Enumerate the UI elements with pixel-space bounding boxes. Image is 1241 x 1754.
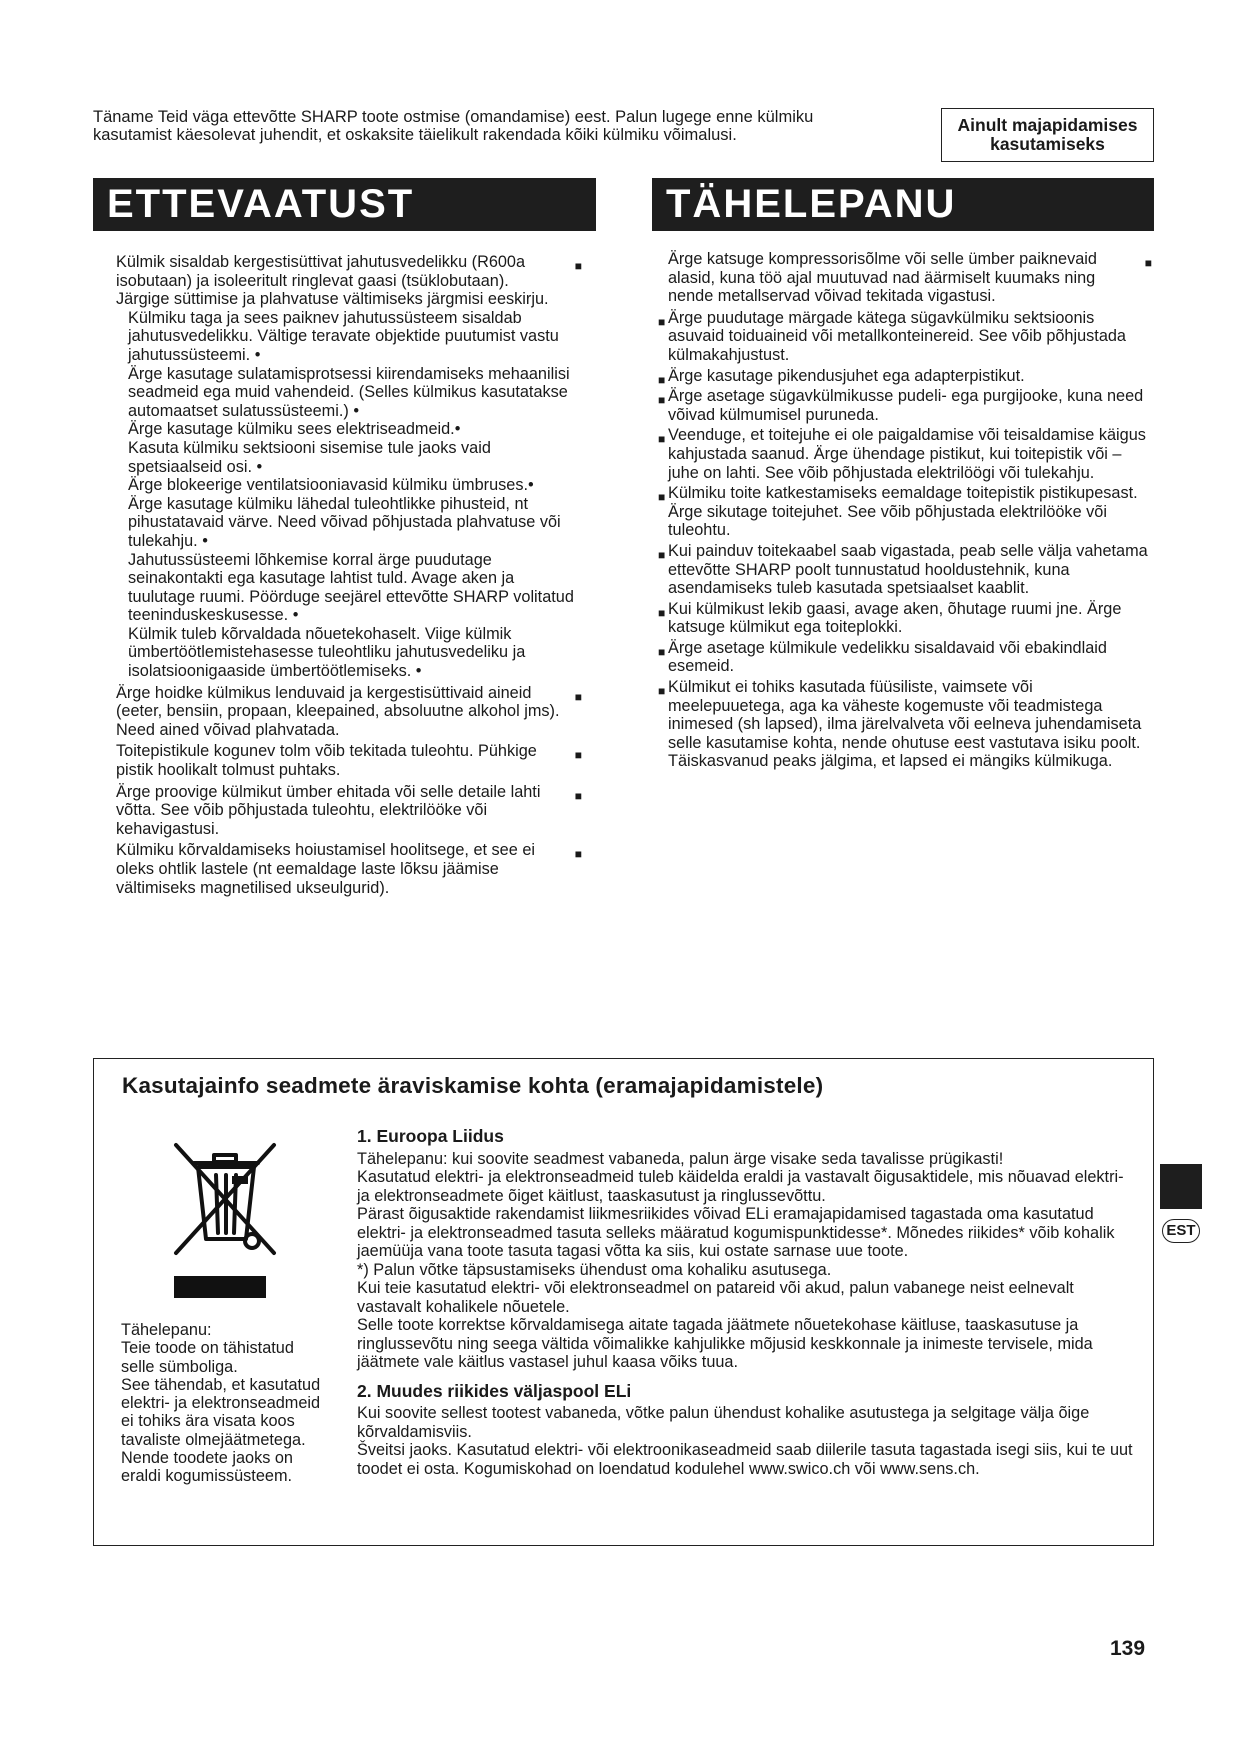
- marking-bar: [174, 1276, 266, 1298]
- warning-item: Külmik sisaldab kergestisüttivat jahutusvedelikku (R600a isobutaan) ja isoleeritult ringlevat gaasi (tsüklobutaan). Järgige süttimise ja plahvatuse vältimiseks järgmisi eeskirju. ■: [116, 253, 582, 309]
- household-use-box: Ainult majapidamises kasutamiseks: [941, 108, 1154, 162]
- caution-item: ■ Külmikut ei tohiks kasutada füüsiliste, vaimsete või meelepuuetega, aga ka väheste kogemuste või teadmistega inimesed (sh lapsed), ilma järelvalveta või eelneva juhendamiseta selle kasutamise kohta, nende ohutuse eest vastutava isiku poolt. Täiskasvanud peaks jälgima, et lapsed ei mängiks külmikuga.: [658, 678, 1142, 771]
- page-number: 139: [1110, 1637, 1146, 1660]
- disposal-info-box: [93, 1058, 1154, 1546]
- caution-item: ■ Ärge asetage külmikule vedelikku sisaldavaid või ebakindlaid esemeid.: [658, 638, 1107, 676]
- warning-item: Külmiku kõrvaldamiseks hoiustamisel hoolitsege, et see ei oleks ohtlik lastele (nt eemaldage laste lõksu jäämise vältimiseks magnetilised ukseulgurid). ■: [116, 841, 582, 897]
- warning-item: Külmik tuleb kõrvaldada nõuetekohaselt. Viige külmik ümbertöötlemistehasesse tuleohtliku jahutusvedeliku ja isolatsioonigaaside ümbertöötlemiseks. •: [128, 624, 526, 681]
- caution-item: ■ Külmiku toite katkestamiseks eemaldage toitepistik pistikupesast. Ärge sikutage toitejuhet. See võib põhjustada elektrilööke või tuleohtu.: [658, 484, 1138, 540]
- warning-item: Ärge hoidke külmikus lenduvaid ja kergestisüttivaid aineid (eeter, bensiin, propaan, kleepained, absoluutne alkohol jms). Need ained võivad plahvatada. ■: [116, 683, 582, 739]
- disposal-title: Kasutajainfo seadmete äraviskamise kohta (eramajapidamistele): [122, 1073, 824, 1098]
- non-eu-paragraph: Šveitsi jaoks. Kasutatud elektri- või elektroonikaseadmeid saab diilerile tasuta tagastada isegi siis, kui te uut toodet ei osta. Kogumiskohad on loendatud kodulehel www.swico.ch või www.sens.ch.: [357, 1441, 1133, 1478]
- caution-item: ■ Veenduge, et toitejuhe ei ole paigaldamise või teisaldamise käigus kahjustada saanud. Ärge ühendage pistikut, kui toitepistik või –juhe on lahti. See võib põhjustada elektrilöögi või tulekahju.: [658, 426, 1146, 482]
- caution-item: ■ Kui painduv toitekaabel saab vigastada, peab selle välja vahetama ettevõtte SHARP poolt tunnustatud hooldustehnik, kuna asendamiseks tuleb kasutada spetsiaalset kaablit.: [658, 541, 1148, 598]
- intro-text: Täname Teid väga ettevõtte SHARP toote ostmise (omandamise) eest. Palun lugege enne külmiku kasutamist käesolevat juhendit, et oskaksite täielikult rakendada kõiki külmiku võimalusi.: [93, 108, 814, 144]
- disposal-details: [357, 1127, 1137, 1478]
- caution-item: ■ Ärge puudutage märgade kätega sügavkülmiku sektsioonis asuvaid toiduaineid või metallkonteinereid. See võib põhjustada külmakahjustust.: [658, 308, 1126, 364]
- language-tab-marker: [1160, 1164, 1202, 1209]
- warning-item: Ärge blokeerige ventilatsiooniavasid külmiku ümbruses.•: [128, 476, 534, 495]
- crossed-out-bin-icon: [154, 1129, 294, 1269]
- eu-paragraph: Pärast õigusaktide rakendamist liikmesriikides võivad ELi eramajapidamised tagastada oma kasutatud elektri- ja elektronseadmed tasuta selleks määratud kogumispunktidesse*. Mõnedes riikides* võib kohalik jaemüüja vana toote tasuta tagasi võtta ka siis, kui ostate sarnase uue toote.: [357, 1205, 1115, 1260]
- caution-item: ■ Kui külmikust lekib gaasi, avage aken, õhutage ruumi jne. Ärge katsuge külmikut ega toiteplokki.: [658, 599, 1122, 637]
- warning-item: Ärge kasutage külmiku sees elektriseadmeid.•: [128, 420, 461, 439]
- warning-item: Ärge kasutage sulatamisprotsessi kiirendamiseks mehaanilisi seadmeid ega muid vahendeid. (Selles külmikus kasutatakse automaatset sulatussüsteemi.) •: [128, 364, 570, 420]
- disposal-note: Tähelepanu: Teie toode on tähistatud selle sümboliga. See tähendab, et kasutatud elektri- ja elektronseadmeid ei tohiks ära visata koos tavaliste olmejäätmetega. Nende toodete jaoks on eraldi kogumissüsteem.: [121, 1321, 321, 1486]
- caution-column: [658, 250, 1152, 773]
- eu-paragraph: Tähelepanu: kui soovite seadmest vabaneda, palun ärge visake seda tavalisse prügikasti!: [357, 1149, 1004, 1168]
- warning-item: Ärge proovige külmikut ümber ehitada või selle detaile lahti võtta. See võib põhjustada tuleohtu, elektrilööke või kehavigastusi. ■: [116, 782, 582, 838]
- warning-item: Külmiku taga ja sees paiknev jahutussüsteem sisaldab jahutusvedelikku. Vältige teravate objektide puutumist vastu jahutussüsteemi. •: [128, 308, 559, 364]
- warning-item: Jahutussüsteemi lõhkemise korral ärge puudutage seinakontakti ega kasutage lahtist tuld. Avage aken ja tuulutage ruumi. Pöörduge seejärel ettevõtte SHARP volitatud teeninduskeskusesse. •: [128, 550, 574, 625]
- section-eu-title: 1. Euroopa Liidus: [357, 1126, 504, 1146]
- warning-item: Ärge kasutage külmiku lähedal tuleohtlikke pihusteid, nt pihustatavaid värve. Need võivad põhjustada plahvatuse või tulekahju. •: [128, 494, 561, 550]
- caution-banner: TÄHELEPANU: [652, 178, 1154, 231]
- warning-item: Kasuta külmiku sektsiooni sisemise tule jaoks vaid spetsiaalseid osi. •: [128, 438, 491, 476]
- warning-banner: ETTEVAATUST: [93, 178, 596, 231]
- caution-item: ■ Ärge kasutage pikendusjuhet ega adapterpistikut.: [658, 366, 1025, 387]
- eu-paragraph: Kasutatud elektri- ja elektronseadmeid tuleb käidelda eraldi ja vastavalt õigusaktidele, mis nõuavad elektri- ja elektronseadmete õiget käitlust, taaskasutust ja ringlussevõttu.: [357, 1168, 1124, 1205]
- section-non-eu-title: 2. Muudes riikides väljaspool ELi: [357, 1380, 632, 1401]
- eu-paragraph: Selle toote korrektse kõrvaldamisega aitate tagada jäätmete nõuetekohase käitluse, taaskasutuse ja ringlussevõtu ning seega vältida võimalikke kahjulikke mõjusid keskkonnale ja inimeste tervisele, mida jäätmete vale käitlus vastasel juhul kaasa võiks tuua.: [357, 1316, 1093, 1371]
- caution-item: Ärge katsuge kompressorisõlme või selle ümber paiknevaid alasid, kuna töö ajal muutuvad nad äärmiselt kuumaks ning nende metallservad võivad tekitada vigastusi. ■: [668, 250, 1152, 306]
- warning-item: Toitepistikule kogunev tolm võib tekitada tuleohtu. Pühkige pistik hoolikalt tolmust puhtaks. ■: [116, 742, 582, 780]
- caution-item: ■ Ärge asetage sügavkülmikusse pudeli- ega purgijooke, kuna need võivad külmumisel puruneda.: [658, 387, 1144, 424]
- language-badge: EST: [1162, 1219, 1200, 1243]
- non-eu-paragraph: Kui soovite sellest tootest vabaneda, võtke palun ühendust kohalike asutustega ja selgitage välja õige kõrvaldamisviis.: [357, 1404, 1090, 1441]
- warning-column: [116, 250, 584, 897]
- eu-paragraph: *) Palun võtke täpsustamiseks ühendust oma kohaliku asutusega.: [357, 1260, 832, 1279]
- eu-paragraph: Kui teie kasutatud elektri- või elektronseadmel on patareid või akud, palun vabanege neist eelnevalt vastavalt kohalikele nõuetele.: [357, 1279, 1074, 1316]
